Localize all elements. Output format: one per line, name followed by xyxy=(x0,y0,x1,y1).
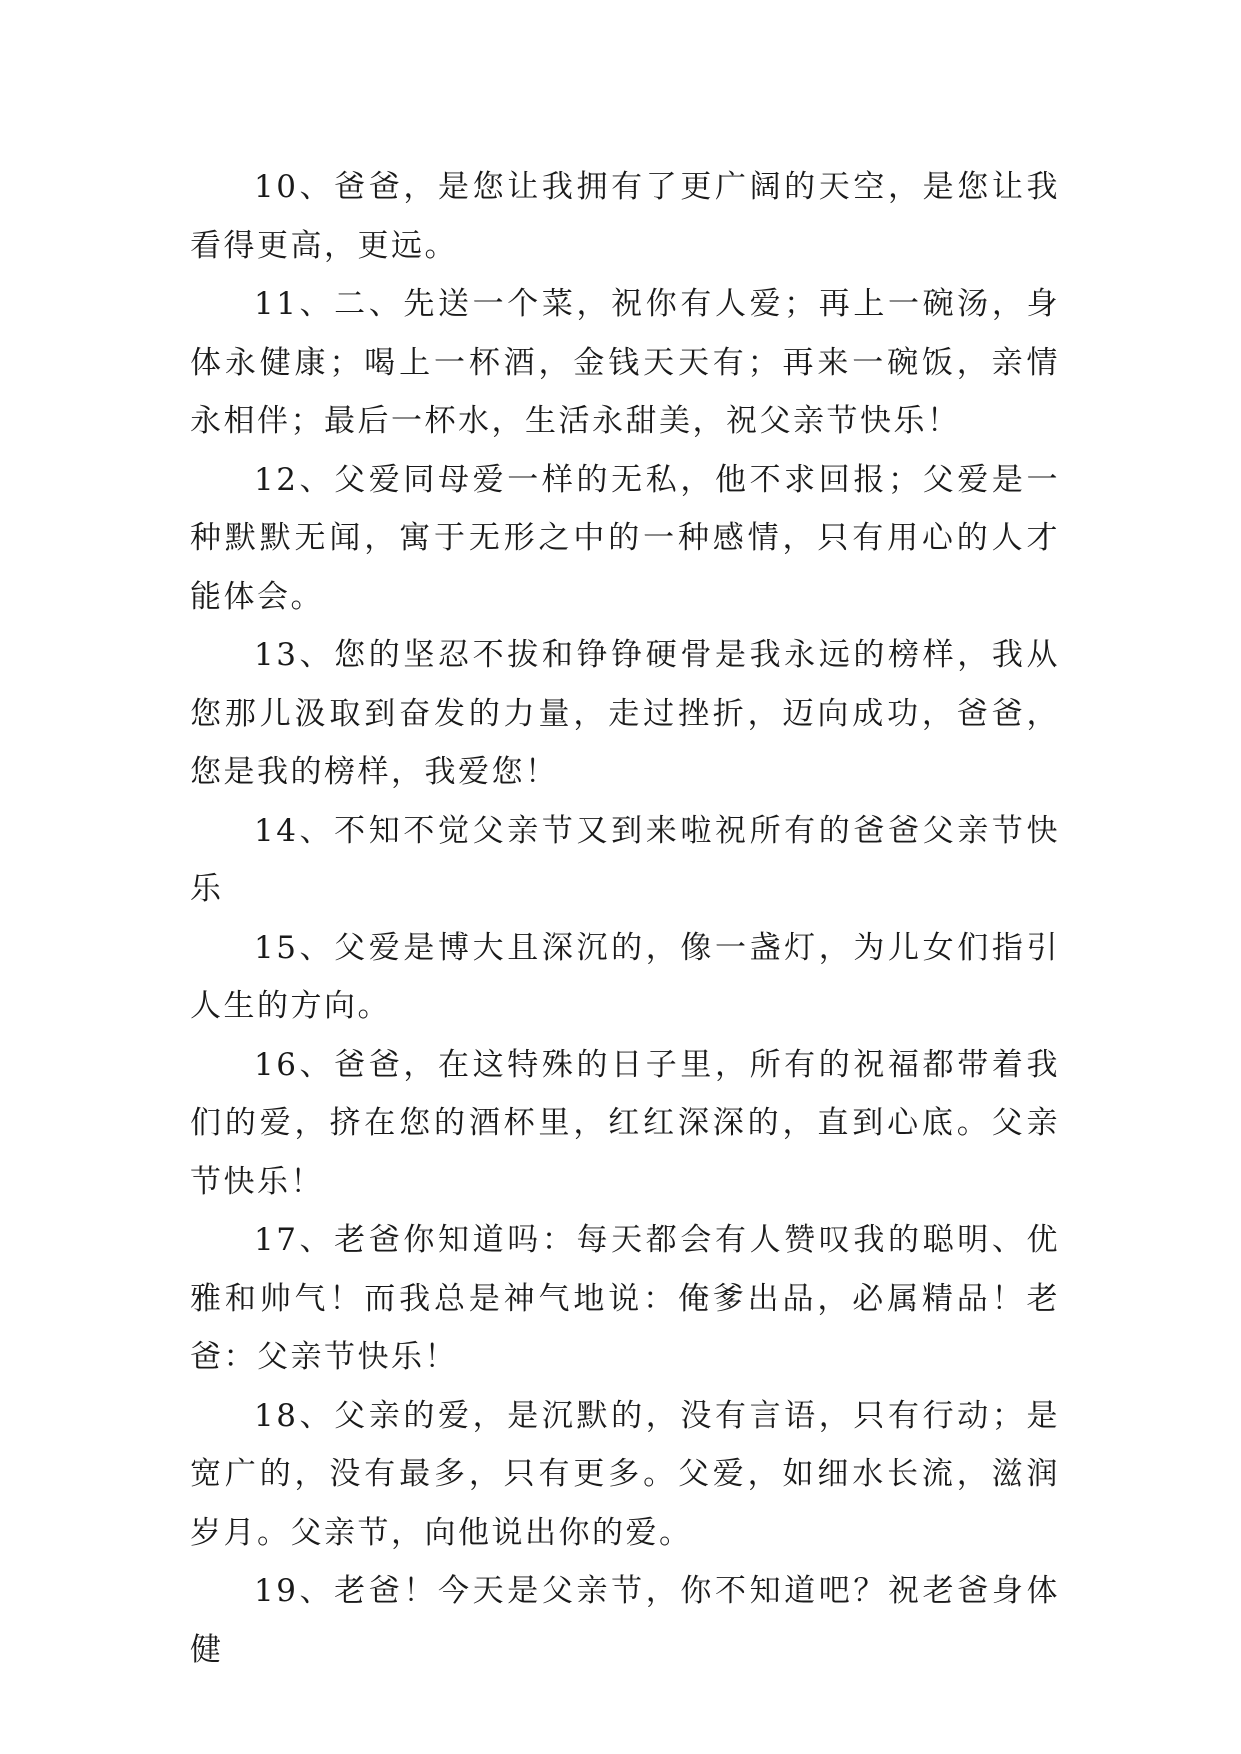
paragraph-12: 12、父爱同母爱一样的无私，他不求回报；父爱是一种默默无闻，寓于无形之中的一种感情，只有用心的人才能体会。 xyxy=(190,461,1060,615)
paragraph-17: 17、老爸你知道吗：每天都会有人赞叹我的聪明、优雅和帅气！而我总是神气地说：俺爹出品，必属精品！老爸：父亲节快乐！ xyxy=(190,1222,1060,1375)
paragraph-11: 11、二、先送一个菜，祝你有人爱；再上一碗汤，身体永健康；喝上一杯酒，金钱天天有；再来一碗饭，亲情永相伴；最后一杯水，生活永甜美，祝父亲节快乐！ xyxy=(190,286,1060,439)
paragraph-10: 10、爸爸，是您让我拥有了更广阔的天空，是您让我看得更高，更远。 xyxy=(190,169,1060,264)
document-body xyxy=(190,158,1060,1679)
paragraph-19: 19、老爸！今天是父亲节，你不知道吧？祝老爸身体健 xyxy=(190,1573,1060,1668)
paragraph-14: 14、不知不觉父亲节又到来啦祝所有的爸爸父亲节快乐 xyxy=(190,812,1060,907)
paragraph-18: 18、父亲的爱，是沉默的，没有言语，只有行动；是宽广的，没有最多，只有更多。父爱，如细水长流，滋润岁月。父亲节，向他说出你的爱。 xyxy=(190,1397,1060,1551)
paragraph-13: 13、您的坚忍不拔和铮铮硬骨是我永远的榜样，我从您那儿汲取到奋发的力量，走过挫折，迈向成功，爸爸，您是我的榜样，我爱您！ xyxy=(190,637,1060,790)
paragraph-15: 15、父爱是博大且深沉的，像一盏灯，为儿女们指引人生的方向。 xyxy=(190,929,1060,1024)
paragraph-16: 16、爸爸，在这特殊的日子里，所有的祝福都带着我们的爱，挤在您的酒杯里，红红深深的，直到心底。父亲节快乐！ xyxy=(190,1046,1060,1200)
